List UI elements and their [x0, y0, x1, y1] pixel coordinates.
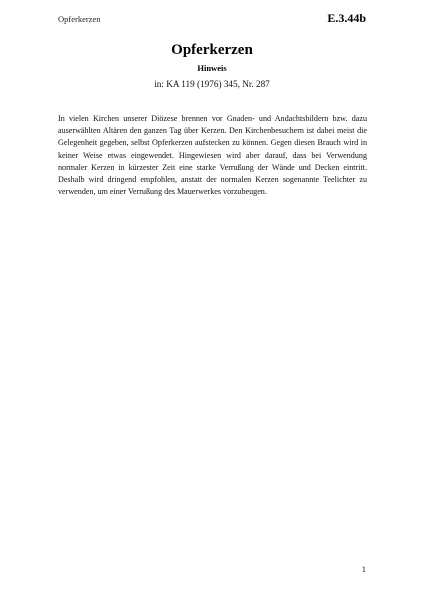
running-header-title: Opferkerzen [58, 14, 101, 24]
page-number: 1 [361, 564, 366, 574]
source-citation: in: KA 119 (1976) 345, Nr. 287 [154, 79, 270, 89]
document-title: Opferkerzen [171, 42, 253, 58]
reference-code: E.3.44b [327, 11, 366, 25]
document-subtitle: Hinweis [197, 63, 227, 73]
body-paragraph: In vielen Kirchen unserer Diözese brennen vor Gnaden- und Andachtsbildern bzw. dazu auserwählten Altären den ganzen Tag über Kerzen. Den Kirchenbesuchern ist dabei meist die Gelegenheit gegeben, selbst Opferkerzen aufstecken zu können. Gegen diesen Brauch wird in keiner Weise etwas eingewendet. Hingewiesen wird aber darauf, dass bei Verwendung normaler Kerzen in kürzester Zeit eine starke Verrußung der Wände und Decken eintritt. Deshalb wird dringend empfohlen, anstatt der normalen Kerzen sogenannte Teelichter zu verwenden, um einer Verrußung des Mauerwerkes vorzubeugen. [58, 114, 367, 197]
